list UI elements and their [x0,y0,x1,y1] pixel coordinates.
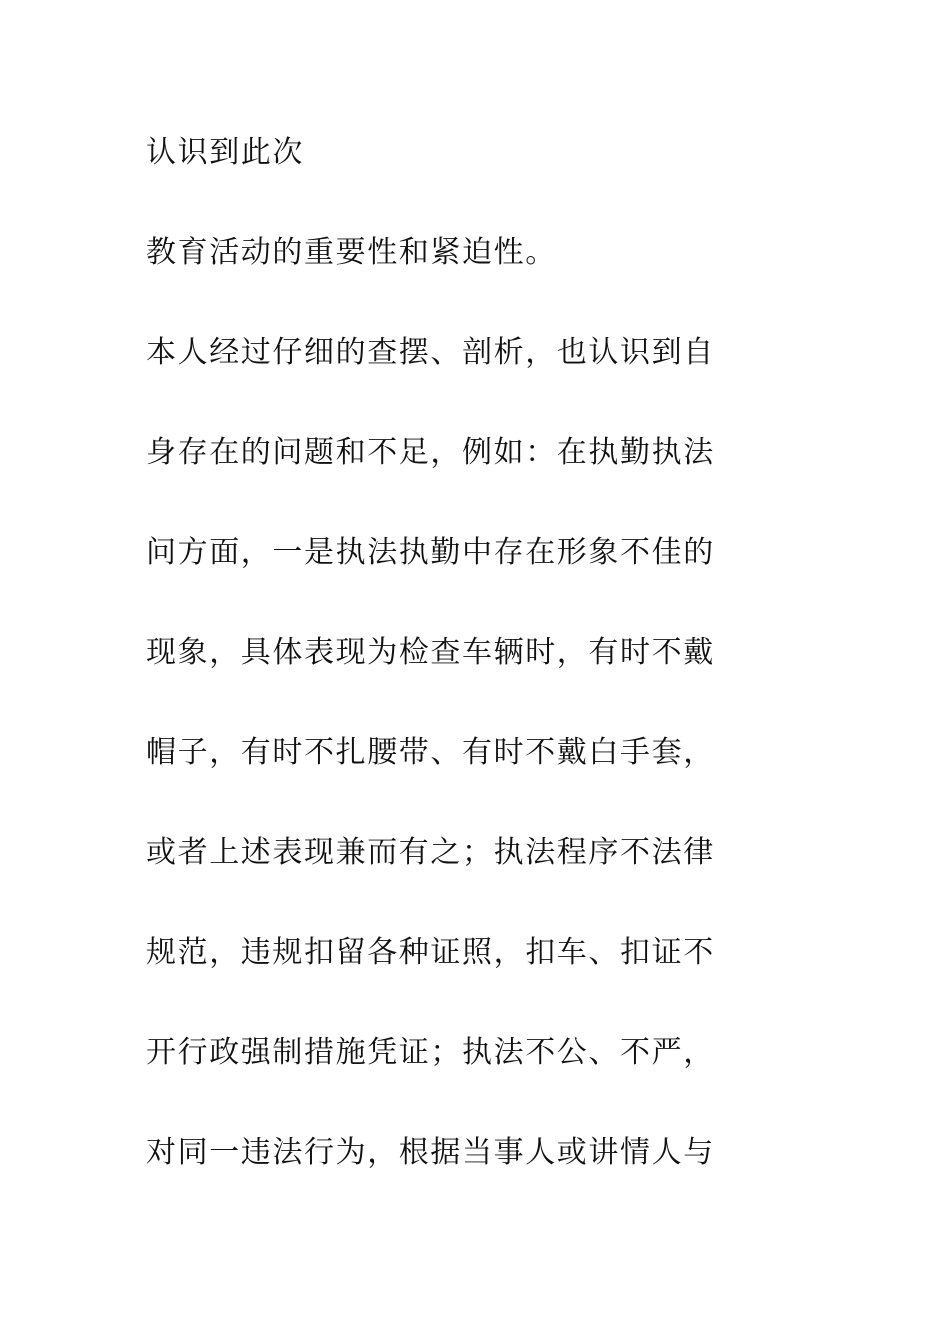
text-line: 教育活动的重要性和紧迫性。 [146,235,557,270]
text-line: 开行政强制措施凭证；执法不公、不严， [146,1035,715,1070]
text-line: 规范，违规扣留各种证照，扣车、扣证不 [146,935,715,970]
text-line: 现象，具体表现为检查车辆时，有时不戴 [146,635,715,670]
text-line: 认识到此次 [146,135,304,170]
text-line: 身存在的问题和不足，例如：在执勤执法 [146,435,715,470]
text-line: 对同一违法行为，根据当事人或讲情人与 [146,1135,715,1170]
text-line: 问方面，一是执法执勤中存在形象不佳的 [146,535,715,570]
body-text [146,128,806,1228]
text-line: 帽子，有时不扎腰带、有时不戴白手套， [146,735,715,770]
text-line: 本人经过仔细的查摆、剖析，也认识到自 [146,335,715,370]
text-line: 或者上述表现兼而有之；执法程序不法律 [146,835,715,870]
